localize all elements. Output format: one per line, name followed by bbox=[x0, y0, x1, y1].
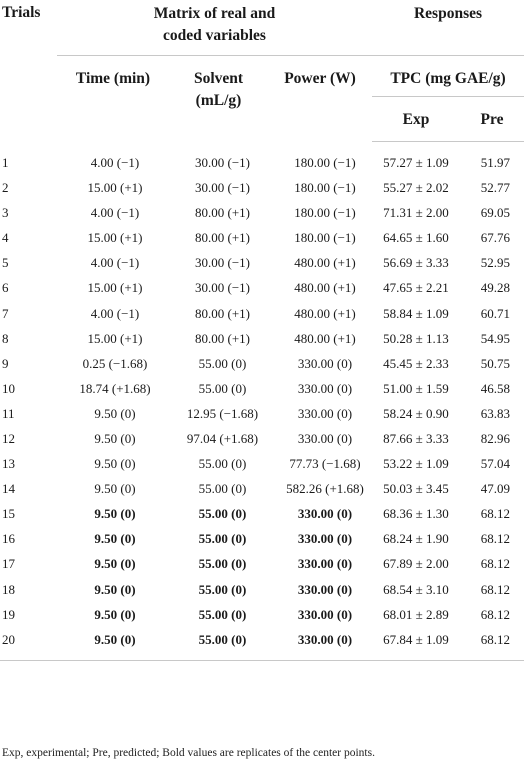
cell-time: 9.50 (0) bbox=[94, 506, 136, 522]
cell-solvent: 30.00 (−1) bbox=[195, 154, 250, 170]
cell-time: 9.50 (0) bbox=[94, 456, 136, 472]
table-row bbox=[0, 275, 524, 300]
table-row bbox=[0, 577, 524, 602]
cell-pre: 52.77 bbox=[480, 180, 511, 196]
cell-trial: 12 bbox=[2, 430, 15, 446]
table-row bbox=[0, 250, 524, 275]
table-row bbox=[0, 376, 524, 401]
cell-power: 330.00 (0) bbox=[297, 430, 353, 446]
cell-time: 15.00 (+1) bbox=[87, 180, 143, 196]
cell-solvent: 55.00 (0) bbox=[198, 531, 247, 547]
cell-power: 330.00 (0) bbox=[297, 405, 353, 421]
cell-exp: 45.45 ± 2.33 bbox=[383, 355, 449, 371]
cell-pre: 68.12 bbox=[480, 556, 511, 572]
cell-power: 480.00 (+1) bbox=[294, 255, 356, 271]
header-matrix bbox=[57, 0, 372, 56]
header-matrix-line2: coded variables bbox=[163, 27, 266, 44]
cell-power: 330.00 (0) bbox=[297, 531, 353, 547]
cell-trial: 7 bbox=[2, 305, 9, 321]
cell-exp: 50.28 ± 1.13 bbox=[383, 330, 449, 346]
cell-trial: 9 bbox=[2, 355, 9, 371]
cell-trial: 20 bbox=[0, 627, 57, 661]
header-pre: Pre bbox=[460, 97, 524, 142]
table-row bbox=[0, 501, 524, 526]
cell-trial: 17 bbox=[2, 556, 15, 572]
cell-trial: 6 bbox=[2, 280, 9, 296]
cell-trial: 13 bbox=[2, 456, 15, 472]
cell-time: 9.50 (0) bbox=[94, 556, 136, 572]
cell-solvent: 80.00 (+1) bbox=[195, 330, 250, 346]
cell-time: 9.50 (0) bbox=[94, 606, 136, 622]
cell-pre: 82.96 bbox=[480, 430, 511, 446]
cell-exp: 64.65 ± 1.60 bbox=[383, 230, 449, 246]
cell-pre: 69.05 bbox=[480, 205, 511, 221]
table-row bbox=[0, 351, 524, 376]
cell-trial: 3 bbox=[2, 205, 9, 221]
cell-exp: 68.36 ± 1.30 bbox=[383, 506, 449, 522]
cell-exp: 71.31 ± 2.00 bbox=[383, 205, 449, 221]
cell-trial: 2 bbox=[2, 180, 9, 196]
header-trials: Trials bbox=[2, 4, 41, 21]
cell-pre: 51.97 bbox=[480, 155, 511, 170]
header-exp: Exp bbox=[372, 97, 460, 142]
cell-trial: 8 bbox=[2, 330, 9, 346]
cell-solvent: 55.00 (0) bbox=[198, 481, 247, 497]
cell-time: 9.50 (0) bbox=[94, 481, 136, 497]
cell-exp: 53.22 ± 1.09 bbox=[383, 456, 449, 472]
header-solvent bbox=[169, 56, 268, 142]
cell-pre: 68.12 bbox=[480, 506, 511, 522]
header-matrix-line1: Matrix of real and bbox=[153, 5, 276, 22]
cell-time: 18.74 (+1.68) bbox=[79, 380, 151, 396]
cell-exp: 58.84 ± 1.09 bbox=[383, 305, 449, 321]
cell-pre: 68.12 bbox=[480, 531, 511, 547]
cell-exp: 47.65 ± 2.21 bbox=[383, 280, 449, 296]
header-power: Power (W) bbox=[268, 56, 372, 142]
cell-pre: 57.04 bbox=[480, 456, 511, 472]
cell-power: 180.00 (−1) bbox=[294, 154, 356, 170]
cell-power: 480.00 (+1) bbox=[294, 330, 356, 346]
cell-exp: 57.27 ± 1.09 bbox=[383, 155, 449, 170]
cell-exp: 55.27 ± 2.02 bbox=[383, 180, 449, 196]
header-solvent-line1: Solvent bbox=[193, 70, 244, 87]
table-row bbox=[0, 602, 524, 627]
cell-solvent: 12.95 (−1.68) bbox=[186, 405, 259, 421]
cell-exp: 87.66 ± 3.33 bbox=[383, 430, 449, 446]
table-row bbox=[0, 142, 524, 176]
cell-trial: 19 bbox=[2, 606, 15, 622]
table-row bbox=[0, 551, 524, 576]
cell-pre: 50.75 bbox=[480, 355, 511, 371]
cell-exp: 68.24 ± 1.90 bbox=[383, 531, 449, 547]
table-footnote: Exp, experimental; Pre, predicted; Bold values are replicates of the center points. bbox=[2, 747, 375, 759]
cell-solvent: 55.00 (0) bbox=[198, 556, 247, 572]
cell-exp: 68.54 ± 3.10 bbox=[383, 581, 449, 597]
cell-pre: 67.76 bbox=[480, 230, 511, 246]
cell-power: 480.00 (+1) bbox=[294, 280, 356, 296]
cell-solvent: 30.00 (−1) bbox=[195, 255, 250, 271]
cell-trial: 11 bbox=[2, 405, 15, 421]
cell-pre: 68.12 bbox=[460, 627, 524, 661]
cell-trial: 15 bbox=[2, 506, 15, 522]
header-time: Time (min) bbox=[57, 56, 169, 142]
cell-pre: 54.95 bbox=[480, 330, 511, 346]
cell-pre: 52.95 bbox=[480, 255, 511, 271]
cell-trial: 5 bbox=[2, 255, 9, 271]
cell-solvent: 55.00 (0) bbox=[169, 627, 268, 661]
cell-time: 0.25 (−1.68) bbox=[82, 355, 148, 371]
header-solvent-line2: (mL/g) bbox=[195, 92, 242, 109]
table-row bbox=[0, 627, 524, 661]
cell-time: 15.00 (+1) bbox=[87, 280, 143, 296]
cell-time: 9.50 (0) bbox=[94, 531, 136, 547]
cell-exp: 58.24 ± 0.90 bbox=[383, 405, 449, 421]
table-row bbox=[0, 451, 524, 476]
table-row bbox=[0, 225, 524, 250]
cell-power: 330.00 (0) bbox=[297, 556, 353, 572]
cell-solvent: 80.00 (+1) bbox=[195, 305, 250, 321]
cell-pre: 68.12 bbox=[480, 581, 511, 597]
cell-trial: 14 bbox=[2, 481, 15, 497]
cell-pre: 63.83 bbox=[480, 405, 511, 421]
table-row bbox=[0, 526, 524, 551]
cell-solvent: 55.00 (0) bbox=[198, 355, 247, 371]
cell-trial: 16 bbox=[2, 531, 15, 547]
cell-power: 582.26 (+1.68) bbox=[286, 481, 364, 497]
cell-solvent: 55.00 (0) bbox=[198, 456, 247, 472]
cell-power: 330.00 (0) bbox=[268, 627, 372, 661]
cell-trial: 4 bbox=[2, 230, 9, 246]
cell-power: 77.73 (−1.68) bbox=[289, 456, 361, 472]
cell-trial: 1 bbox=[2, 154, 9, 170]
cell-pre: 49.28 bbox=[480, 280, 511, 296]
cell-power: 330.00 (0) bbox=[297, 581, 353, 597]
cell-time: 9.50 (0) bbox=[94, 581, 136, 597]
cell-power: 330.00 (0) bbox=[297, 606, 353, 622]
cell-pre: 47.09 bbox=[480, 481, 511, 497]
cell-pre: 60.71 bbox=[480, 305, 511, 321]
cell-power: 480.00 (+1) bbox=[294, 305, 356, 321]
cell-power: 330.00 (0) bbox=[297, 506, 353, 522]
cell-pre: 68.12 bbox=[480, 606, 511, 622]
cell-solvent: 55.00 (0) bbox=[198, 380, 247, 396]
cell-solvent: 80.00 (+1) bbox=[195, 205, 250, 221]
cell-time: 4.00 (−1) bbox=[90, 255, 140, 271]
cell-solvent: 55.00 (0) bbox=[198, 606, 247, 622]
cell-exp: 67.89 ± 2.00 bbox=[383, 556, 449, 572]
table-header bbox=[0, 0, 524, 142]
table-row bbox=[0, 426, 524, 451]
table-row bbox=[0, 300, 524, 325]
cell-power: 180.00 (−1) bbox=[294, 230, 356, 246]
cell-power: 330.00 (0) bbox=[297, 380, 353, 396]
cell-exp: 67.84 ± 1.09 bbox=[372, 627, 460, 661]
cell-time: 15.00 (+1) bbox=[87, 230, 143, 246]
cell-time: 4.00 (−1) bbox=[90, 205, 140, 221]
cell-time: 9.50 (0) bbox=[94, 430, 136, 446]
cell-solvent: 55.00 (0) bbox=[198, 506, 247, 522]
cell-trial: 10 bbox=[2, 380, 15, 396]
cell-power: 180.00 (−1) bbox=[294, 180, 356, 196]
cell-exp: 56.69 ± 3.33 bbox=[383, 255, 449, 271]
cell-solvent: 30.00 (−1) bbox=[195, 180, 250, 196]
header-tpc: TPC (mg GAE/g) bbox=[372, 56, 524, 97]
cell-exp: 68.01 ± 2.89 bbox=[383, 606, 449, 622]
cell-time: 4.00 (−1) bbox=[90, 305, 140, 321]
table-row bbox=[0, 200, 524, 225]
cell-solvent: 80.00 (+1) bbox=[195, 230, 250, 246]
cell-power: 180.00 (−1) bbox=[294, 205, 356, 221]
cell-exp: 50.03 ± 3.45 bbox=[383, 481, 449, 497]
cell-pre: 46.58 bbox=[480, 380, 511, 396]
table-row bbox=[0, 476, 524, 501]
cell-solvent: 55.00 (0) bbox=[198, 581, 247, 597]
cell-power: 330.00 (0) bbox=[297, 355, 353, 371]
table-row bbox=[0, 401, 524, 426]
cell-time: 9.50 (0) bbox=[57, 627, 169, 661]
cell-exp: 51.00 ± 1.59 bbox=[383, 380, 449, 396]
cell-solvent: 97.04 (+1.68) bbox=[186, 430, 259, 446]
header-responses: Responses bbox=[413, 5, 483, 22]
cell-solvent: 30.00 (−1) bbox=[195, 280, 250, 296]
table-row bbox=[0, 326, 524, 351]
cell-time: 4.00 (−1) bbox=[90, 154, 140, 170]
table-row bbox=[0, 175, 524, 200]
cell-trial: 18 bbox=[2, 581, 15, 597]
cell-time: 9.50 (0) bbox=[94, 405, 136, 421]
cell-time: 15.00 (+1) bbox=[87, 330, 143, 346]
table-body bbox=[0, 142, 524, 661]
